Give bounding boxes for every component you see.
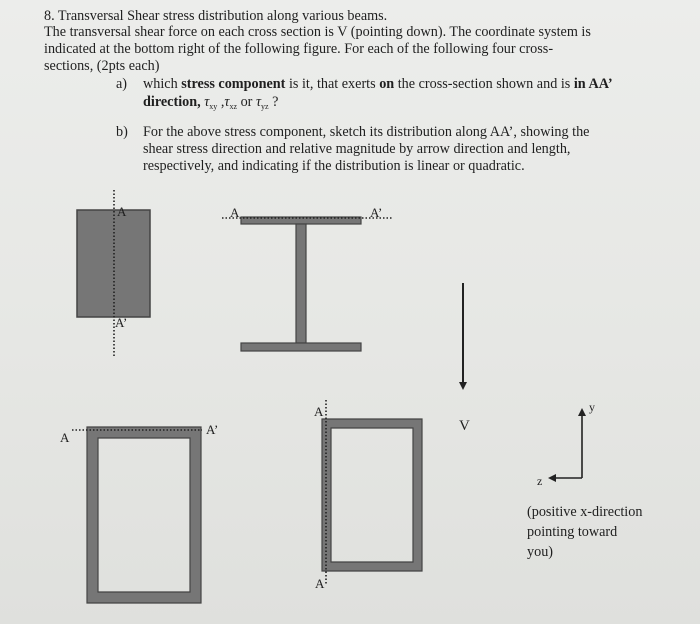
- part-b-marker: b): [116, 124, 128, 140]
- part-b-line-1: For the above stress component, sketch its distribution along AA’, showing the: [143, 124, 590, 140]
- tau-symbol: τ: [204, 94, 210, 110]
- i-beam-web: [296, 224, 306, 343]
- part-a-bold-aa: in AA’: [573, 76, 613, 92]
- or-text: or: [237, 94, 256, 110]
- label-a: A: [315, 576, 325, 591]
- label-z: z: [537, 474, 543, 488]
- tau-symbol: τ: [255, 94, 262, 110]
- part-a-text: is it, that exerts: [285, 76, 380, 92]
- coordinate-note-line-1: (positive x-direction: [527, 504, 643, 520]
- box-section-vertical: [314, 400, 422, 591]
- part-b-line-2: shear stress direction and relative magnitude by arrow direction and length,: [143, 141, 571, 157]
- i-beam-section: [222, 205, 392, 351]
- i-beam-top-flange: [241, 217, 361, 224]
- box-section-wall: [87, 427, 201, 603]
- shear-force-v: [459, 283, 470, 434]
- part-a-marker: a): [116, 76, 128, 92]
- label-y: y: [589, 400, 595, 414]
- tau-subscript-yz: yz: [261, 102, 269, 111]
- part-b-line-3: respectively, and indicating if the distribution is linear or quadratic.: [143, 158, 525, 174]
- label-a-prime: A’: [206, 422, 219, 437]
- problem-line-1: The transversal shear force on each cross section is V (pointing down). The coordinate system is: [44, 24, 591, 40]
- label-a: A: [230, 205, 240, 220]
- comma: ,: [217, 94, 225, 110]
- label-a-prime: A’: [115, 315, 128, 330]
- label-a: A: [314, 404, 324, 419]
- part-a-bold-on: on: [379, 76, 395, 92]
- rectangular-section: [77, 190, 150, 356]
- problem-line-2: indicated at the bottom right of the following figure. For each of the following four cross-: [44, 41, 554, 57]
- question-mark: ?: [268, 94, 279, 110]
- coordinate-note-line-2: pointing toward: [527, 524, 618, 540]
- box-section-horizontal: [60, 422, 218, 603]
- part-a-bold-stress-component: stress component: [181, 76, 286, 92]
- label-a-prime: A’: [370, 205, 383, 220]
- problem-line-3: sections, (2pts each): [44, 58, 160, 74]
- label-a: A: [60, 430, 70, 445]
- tau-subscript-xy: xy: [209, 102, 218, 111]
- tau-subscript-xz: xz: [229, 102, 238, 111]
- tau-symbol: τ: [224, 94, 230, 110]
- part-a-text: the cross-section shown and is: [394, 76, 574, 92]
- label-v: V: [459, 418, 470, 434]
- coordinate-note-line-3: you): [527, 544, 554, 560]
- problem-title: 8. Transversal Shear stress distribution along various beams.: [44, 8, 388, 24]
- part-a-direction: direction,: [143, 94, 201, 110]
- box-section-wall: [322, 419, 422, 571]
- coordinate-system: [537, 400, 595, 488]
- part-a-text: which: [143, 76, 182, 92]
- label-a: A: [117, 204, 127, 219]
- i-beam-bottom-flange: [241, 343, 361, 351]
